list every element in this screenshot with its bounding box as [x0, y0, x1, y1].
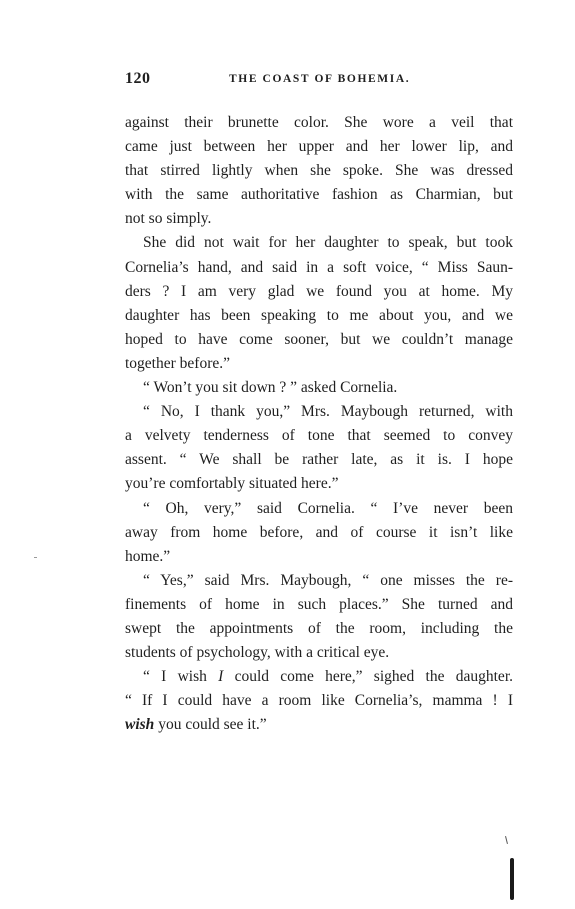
text-line: that stirred lightly when she spoke. She was dressed — [125, 162, 513, 180]
page-number: 120 — [125, 70, 151, 87]
text-line: ders ? I am very glad we found you at home. My — [125, 282, 513, 300]
text-line: together before.” — [125, 354, 230, 372]
body-text — [125, 111, 513, 737]
text-line: students of psychology, with a critical eye. — [125, 644, 390, 662]
text-line: “ No, I thank you,” Mrs. Maybough returned, with — [143, 403, 513, 421]
text-line: you’re comfortably situated here.” — [125, 475, 339, 493]
emphasized-word: I — [218, 668, 224, 686]
page-header — [125, 70, 513, 90]
text-line: a velvety tenderness of tone that seemed to convey — [125, 427, 513, 445]
text-fragment: could come here,” sighed the daughter. — [223, 668, 513, 686]
text-line: against their brunette color. She wore a veil that — [125, 114, 513, 131]
text-line: daughter has been speaking to me about you, and we — [125, 306, 513, 324]
text-line: with the same authoritative fashion as Charmian, but — [125, 186, 513, 204]
text-line: Cornelia’s hand, and said in a soft voice, “ Miss Saun- — [125, 258, 513, 276]
text-line: “ Oh, very,” said Cornelia. “ I’ve never been — [143, 499, 513, 517]
text-line: away from home before, and of course it isn’t like — [125, 523, 513, 541]
text-line: “ Yes,” said Mrs. Maybough, “ one misses the re- — [143, 571, 513, 589]
text-line: assent. “ We shall be rather late, as it is. I hope — [125, 451, 513, 469]
margin-mark — [510, 858, 514, 900]
text-fragment: you could see it.” — [154, 716, 267, 734]
text-line: “ Won’t you sit down ? ” asked Cornelia. — [143, 379, 398, 397]
text-line: home.” — [125, 547, 171, 565]
emphasized-word: wish — [125, 716, 155, 734]
text-fragment: “ I wish — [143, 668, 219, 686]
text-line: finements of home in such places.” She turned and — [125, 595, 513, 613]
margin-speck — [34, 557, 37, 558]
running-title: THE COAST OF BOHEMIA. — [229, 73, 411, 85]
text-line: hoped to have come sooner, but we couldn’t manage — [125, 330, 513, 348]
text-line: She did not wait for her daughter to speak, but took — [143, 234, 513, 252]
text-line: swept the appointments of the room, including the — [125, 619, 513, 637]
text-line: “ If I could have a room like Cornelia’s, mamma ! I — [125, 692, 513, 710]
text-line: not so simply. — [125, 210, 212, 228]
margin-mark — [505, 836, 508, 844]
text-line — [125, 665, 513, 689]
text-line — [125, 713, 513, 737]
text-line: came just between her upper and her lower lip, and — [125, 138, 513, 156]
